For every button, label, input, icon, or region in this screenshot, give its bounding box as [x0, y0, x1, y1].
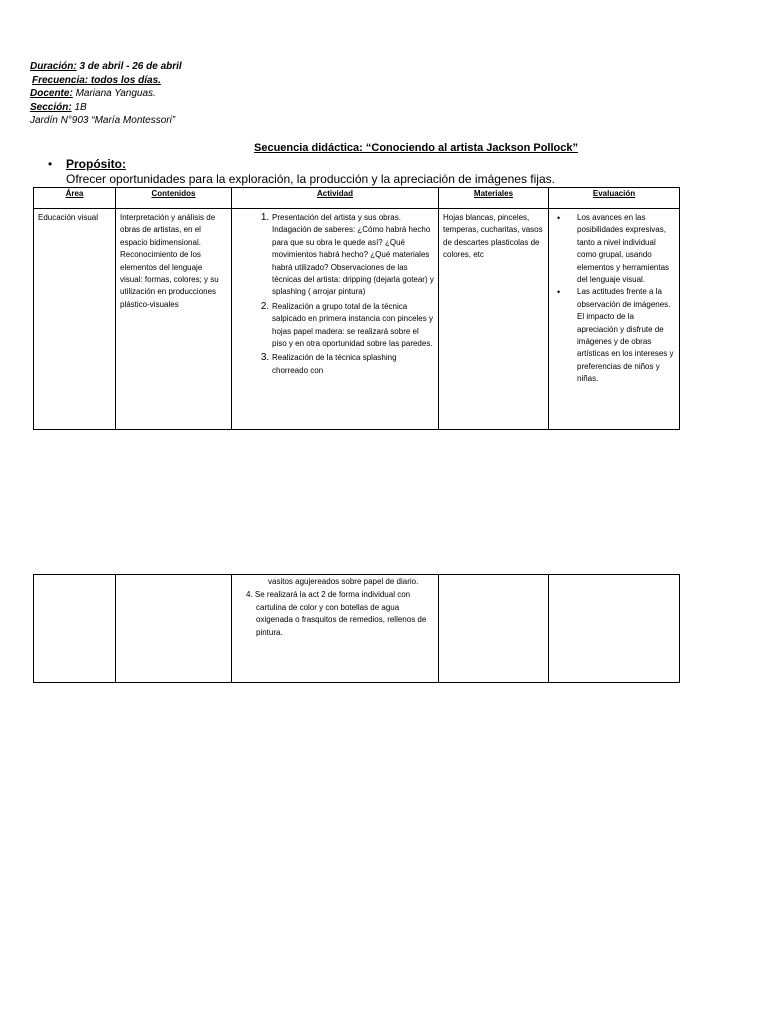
duracion-label: Duración: — [30, 61, 77, 72]
evaluation-item-2: • Las actitudes frente a la observación de imágenes. El impacto de la apreciación y disfrute de imágenes y de obras artísticas en los intereses y preferencias de niños y niñas. — [577, 286, 675, 385]
page-title: Secuencia didáctica: “Conociendo al artista Jackson Pollock” — [254, 142, 578, 154]
jardin-line: Jardín N°903 “María Montessori” — [30, 115, 176, 126]
contenidos-cell: Interpretación y análisis de obras de artistas, en el espacio bidimensional. Reconocimiento de los elementos del lenguaje visual: formas, colores; y su utilización en producciones plástico-visuales — [116, 209, 232, 430]
col-header-evaluacion: Evaluación — [549, 188, 680, 209]
frecuencia-text: Frecuencia: todos los días. — [32, 74, 161, 86]
seccion-label: Sección: — [30, 101, 72, 113]
duracion-value: 3 de abril - 26 de abril — [79, 61, 182, 72]
evaluation-item-1: • Los avances en las posibilidades expresivas, tanto a nivel individual como grupal, usando elementos y herramientas del lenguaje visual. — [577, 212, 675, 286]
duracion-line — [30, 60, 182, 74]
activity-item-1: 1. Presentación del artista y sus obras. Indagación de saberes: ¿Cómo habrá hecho para que su obra le quede así? ¿Qué movimientos habrá hecho? ¿Qué materiales habrá utilizado? Observaciones de las técnicas del artista: dripping (dejarla gotear) y splashing ( arrojar pintura) — [272, 212, 434, 299]
table-row — [34, 209, 680, 430]
actividad-cell-continued — [232, 575, 439, 683]
purpose-text: Ofrecer oportunidades para la exploración, la producción y la apreciación de imágenes fijas. — [66, 172, 555, 186]
purpose-heading — [48, 157, 126, 171]
col-header-area: Área — [34, 188, 116, 209]
didactic-table — [33, 187, 680, 430]
col-header-materiales: Materiales — [439, 188, 549, 209]
evaluacion-cell-empty — [549, 575, 680, 683]
frecuencia-line — [30, 74, 182, 88]
activity-item-2: 2. Realización a grupo total de la técnica salpicado en primera instancia con pinceles y hojas papel madera: se realizará sobre el piso y en otra oportunidad sobre las paredes. — [272, 301, 434, 351]
activity-item-4: 4. Se realizará la act 2 de forma individual con cartulina de color y con botellas de agua oxigenada o frasquitos de remedios, rellenos de pintura. — [246, 590, 427, 637]
activity-list — [236, 212, 434, 377]
didactic-table-continuation — [33, 574, 680, 683]
bullet-icon: • — [48, 157, 53, 171]
area-cell: Educación visual — [34, 209, 116, 430]
docente-label: Docente: — [30, 88, 73, 99]
activity-item-3: 3. Realización de la técnica splashing chorreado con — [272, 352, 434, 377]
area-cell-empty — [34, 575, 116, 683]
purpose-label: Propósito: — [66, 157, 126, 171]
table-header-row — [34, 188, 680, 209]
docente-line — [30, 87, 182, 101]
col-header-contenidos: Contenidos — [116, 188, 232, 209]
seccion-value: 1B — [74, 101, 87, 113]
seccion-line — [30, 101, 182, 115]
activity-continuation: vasitos agujereados sobre papel de diario. — [268, 577, 419, 586]
contenidos-cell-empty — [116, 575, 232, 683]
evaluacion-cell — [549, 209, 680, 430]
docente-value: Mariana Yanguas. — [75, 88, 156, 99]
table-row — [34, 575, 680, 683]
document-header — [30, 60, 182, 128]
materiales-cell: Hojas blancas, pinceles, temperas, cucharitas, vasos de descartes plasticolas de colores, etc — [439, 209, 549, 430]
materiales-cell-empty — [439, 575, 549, 683]
evaluation-list — [553, 212, 675, 386]
col-header-actividad: Actividad — [232, 188, 439, 209]
actividad-cell — [232, 209, 439, 430]
